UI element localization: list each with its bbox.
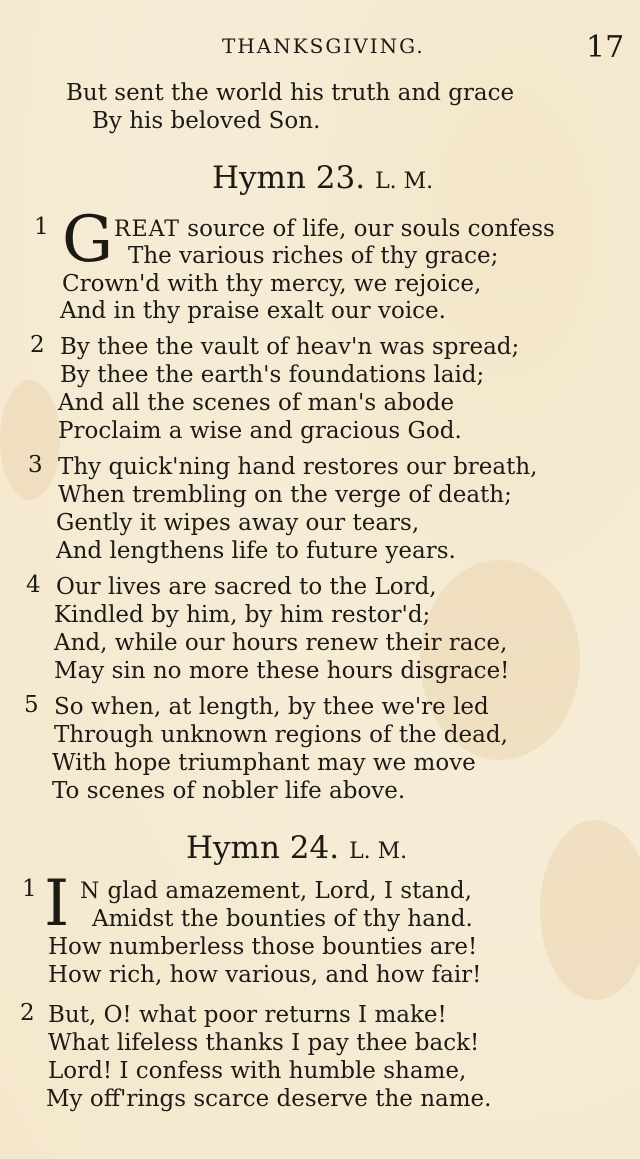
hymn-24-number: Hymn 24. — [186, 830, 340, 866]
verse-number: 4 — [26, 572, 41, 598]
verse-line: By thee the earth's foundations laid; — [60, 362, 485, 388]
verse-number: 2 — [20, 1000, 35, 1026]
verse-line: When trembling on the verge of death; — [58, 482, 512, 508]
verse-line: How numberless those bounties are! — [48, 934, 478, 960]
verse-line: My off'rings scarce deserve the name. — [46, 1086, 492, 1112]
hymn-23-title — [212, 160, 433, 196]
verse-line — [80, 878, 472, 905]
verse-line: So when, at length, by thee we're led — [54, 694, 489, 720]
verse-line: Proclaim a wise and gracious God. — [58, 418, 462, 444]
verse-line: Gently it wipes away our tears, — [56, 510, 420, 536]
verse-number: 5 — [24, 692, 39, 718]
verse-line: The various riches of thy grace; — [128, 243, 499, 269]
hymn-24-title — [186, 830, 407, 866]
verse-number: 1 — [34, 214, 49, 240]
continuation-line: But sent the world his truth and grace — [66, 80, 515, 106]
verse-line: And all the scenes of man's abode — [58, 390, 455, 416]
verse-line: Kindled by him, by him restor'd; — [54, 602, 431, 628]
verse-line: May sin no more these hours disgrace! — [54, 658, 510, 684]
first-line-rest: source of life, our souls confess — [179, 216, 555, 242]
first-word: N — [80, 879, 101, 904]
page-number: 17 — [586, 30, 625, 65]
verse-line: Lord! I confess with humble shame, — [48, 1058, 467, 1084]
verse-line: And, while our hours renew their race, — [54, 630, 508, 656]
running-title: THANKSGIVING. — [222, 34, 425, 58]
first-word: REAT — [114, 217, 180, 242]
continuation-line: By his beloved Son. — [92, 108, 321, 134]
verse-line: Amidst the bounties of thy hand. — [92, 906, 473, 932]
hymn-24-meter: L. M. — [349, 839, 408, 864]
drop-cap: G — [62, 203, 114, 277]
verse-line: With hope triumphant may we move — [52, 750, 476, 776]
hymn-23-meter: L. M. — [375, 169, 434, 194]
verse-line: And in thy praise exalt our voice. — [60, 298, 446, 324]
hymn-23-number: Hymn 23. — [212, 160, 366, 196]
verse-line: And lengthens life to future years. — [56, 538, 456, 564]
verse-number: 2 — [30, 332, 45, 358]
verse-line: Thy quick'ning hand restores our breath, — [58, 454, 538, 480]
verse-line: How rich, how various, and how fair! — [48, 962, 482, 988]
verse-line: Through unknown regions of the dead, — [54, 722, 508, 748]
verse-number: 1 — [22, 876, 37, 902]
verse-number: 3 — [28, 452, 43, 478]
verse-line: Our lives are sacred to the Lord, — [56, 574, 437, 600]
verse-line — [114, 216, 555, 243]
first-line-rest: glad amazement, Lord, I stand, — [100, 878, 472, 904]
verse-line: What lifeless thanks I pay thee back! — [48, 1030, 480, 1056]
verse-line: By thee the vault of heav'n was spread; — [60, 334, 520, 360]
verse-line: Crown'd with thy mercy, we rejoice, — [62, 271, 482, 297]
drop-cap: I — [44, 867, 70, 941]
verse-line: But, O! what poor returns I make! — [48, 1002, 447, 1028]
verse-line: To scenes of nobler life above. — [52, 778, 406, 804]
